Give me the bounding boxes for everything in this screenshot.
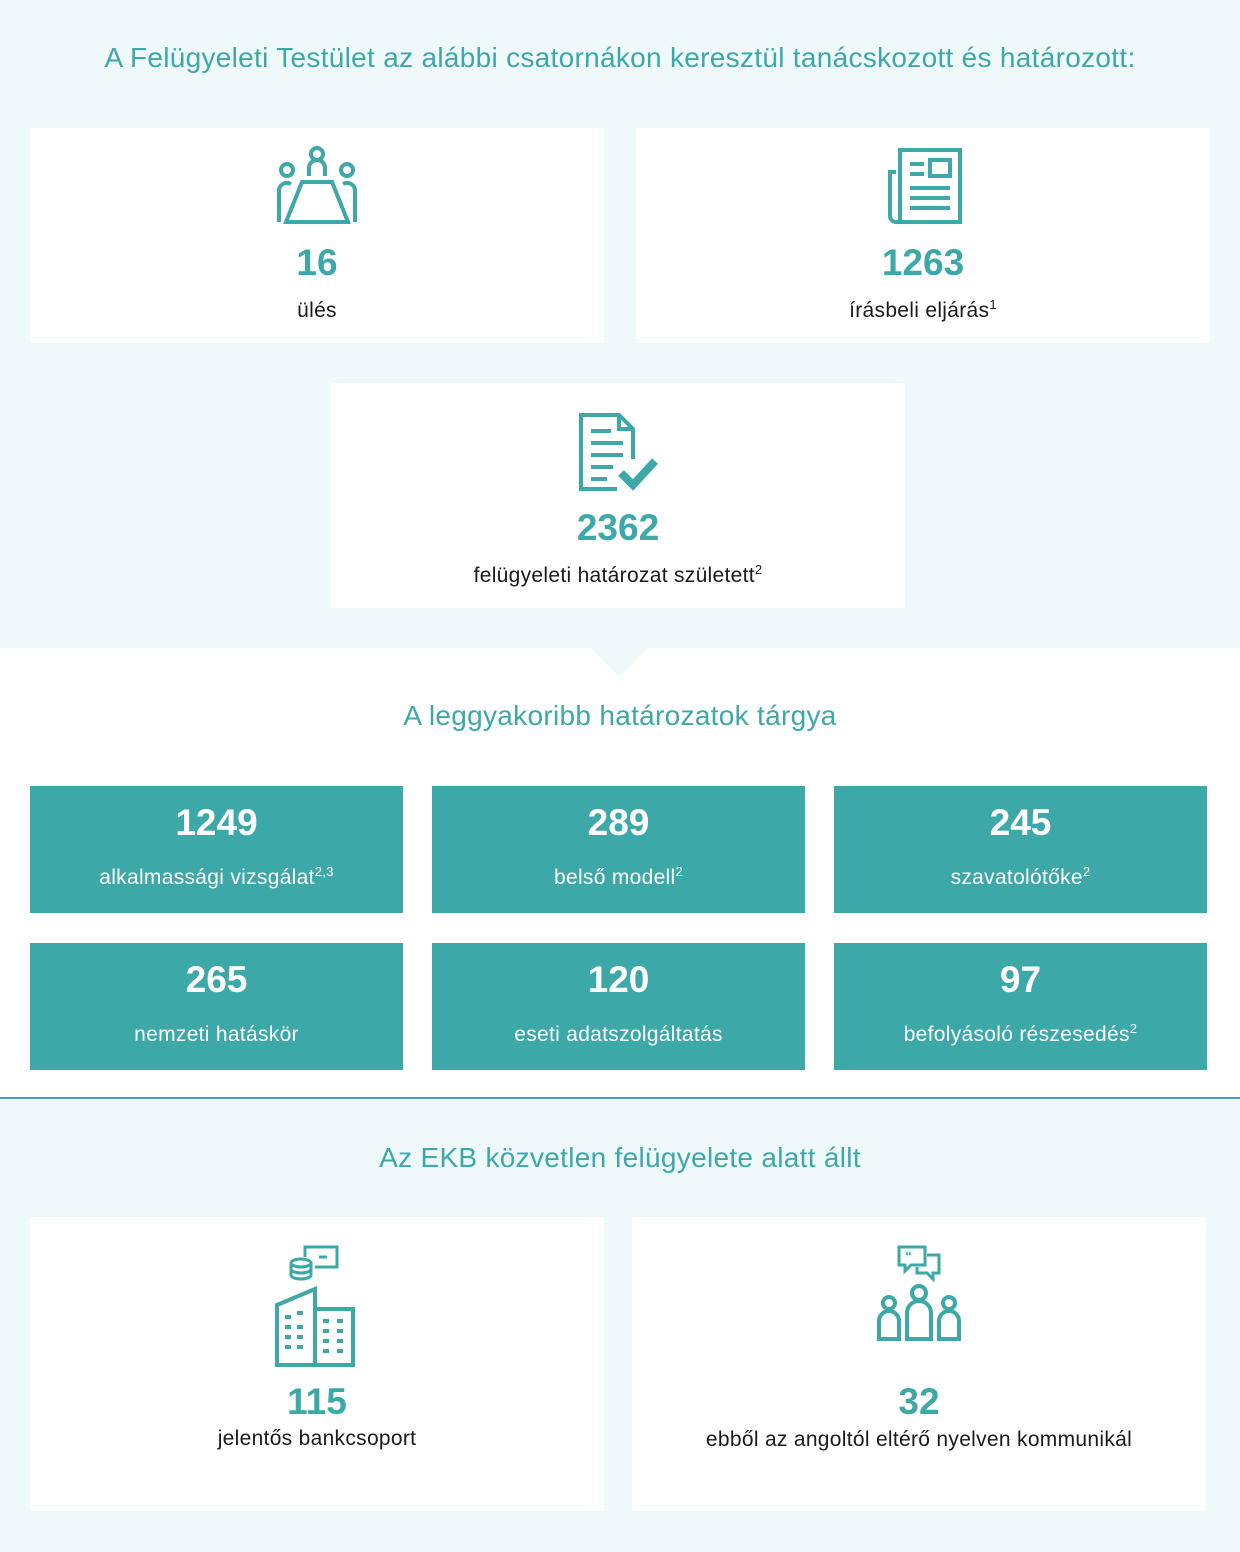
topic-label: nemzeti hatáskör	[134, 1023, 299, 1046]
footnote-ref: 2,3	[314, 864, 334, 879]
channels-heading: A Felügyeleti Testület az alábbi csatornákon keresztül tanácskozott és határozott:	[104, 42, 1136, 73]
section-pointer-arrow	[590, 648, 648, 677]
banks-count: 115	[287, 1381, 347, 1422]
topic-count: 97	[999, 959, 1042, 1000]
people-speech-icon	[877, 1245, 961, 1341]
topic-label: belső modell$^2$	[553, 864, 684, 889]
topic-label: szavatolótőke$^2$	[950, 864, 1091, 889]
topics-heading: A leggyakoribb határozatok tárgya	[403, 700, 837, 731]
banks-card	[30, 1217, 604, 1511]
meetings-card	[30, 128, 604, 343]
languages-label: ebből az angoltól eltérő nyelven kommunikál	[705, 1428, 1133, 1451]
footnote-ref: 2	[1129, 1021, 1138, 1036]
svg-text:“: “	[905, 1248, 912, 1264]
decisions-count: 2362	[576, 507, 660, 548]
footnote-ref: 2	[1082, 864, 1091, 879]
section-divider	[0, 1097, 1240, 1099]
topic-count: 245	[989, 802, 1052, 843]
bank-buildings-icon	[275, 1245, 359, 1367]
languages-card	[632, 1217, 1206, 1511]
footnote-ref: 1	[989, 297, 997, 312]
written-procedures-card	[636, 128, 1210, 343]
topic-count: 120	[587, 959, 650, 1000]
written-procedures-count: 1263	[881, 242, 965, 283]
topic-label: eseti adatszolgáltatás	[514, 1023, 723, 1046]
meeting-table-icon	[276, 146, 358, 226]
decisions-label: felügyeleti határozat született$^2$	[473, 562, 763, 587]
topic-tile	[30, 786, 403, 913]
banks-label: jelentős bankcsoport	[217, 1427, 417, 1450]
topic-label: alkalmassági vizsgálat$^{2,3}$	[99, 864, 334, 889]
topic-tile	[30, 943, 403, 1070]
topic-count: 265	[185, 959, 248, 1000]
topic-tile	[834, 943, 1207, 1070]
topic-tile	[432, 786, 805, 913]
footnote-ref: 2	[675, 864, 684, 879]
topic-tile	[834, 786, 1207, 913]
meetings-label: ülés	[297, 299, 337, 322]
topic-tile	[432, 943, 805, 1070]
topic-count: 1249	[175, 802, 258, 843]
ecb-heading: Az EKB közvetlen felügyelete alatt állt	[379, 1142, 861, 1173]
decisions-card	[331, 383, 905, 608]
footnote-ref: 2	[754, 562, 763, 577]
meetings-count: 16	[296, 242, 338, 283]
topic-label: befolyásoló részesedés$^2$	[903, 1021, 1138, 1046]
languages-count: 32	[898, 1381, 940, 1422]
document-check-icon	[577, 411, 659, 493]
topic-count: 289	[587, 802, 650, 843]
newspaper-icon	[882, 146, 964, 226]
written-procedures-label: írásbeli eljárás$^1$	[849, 297, 997, 322]
